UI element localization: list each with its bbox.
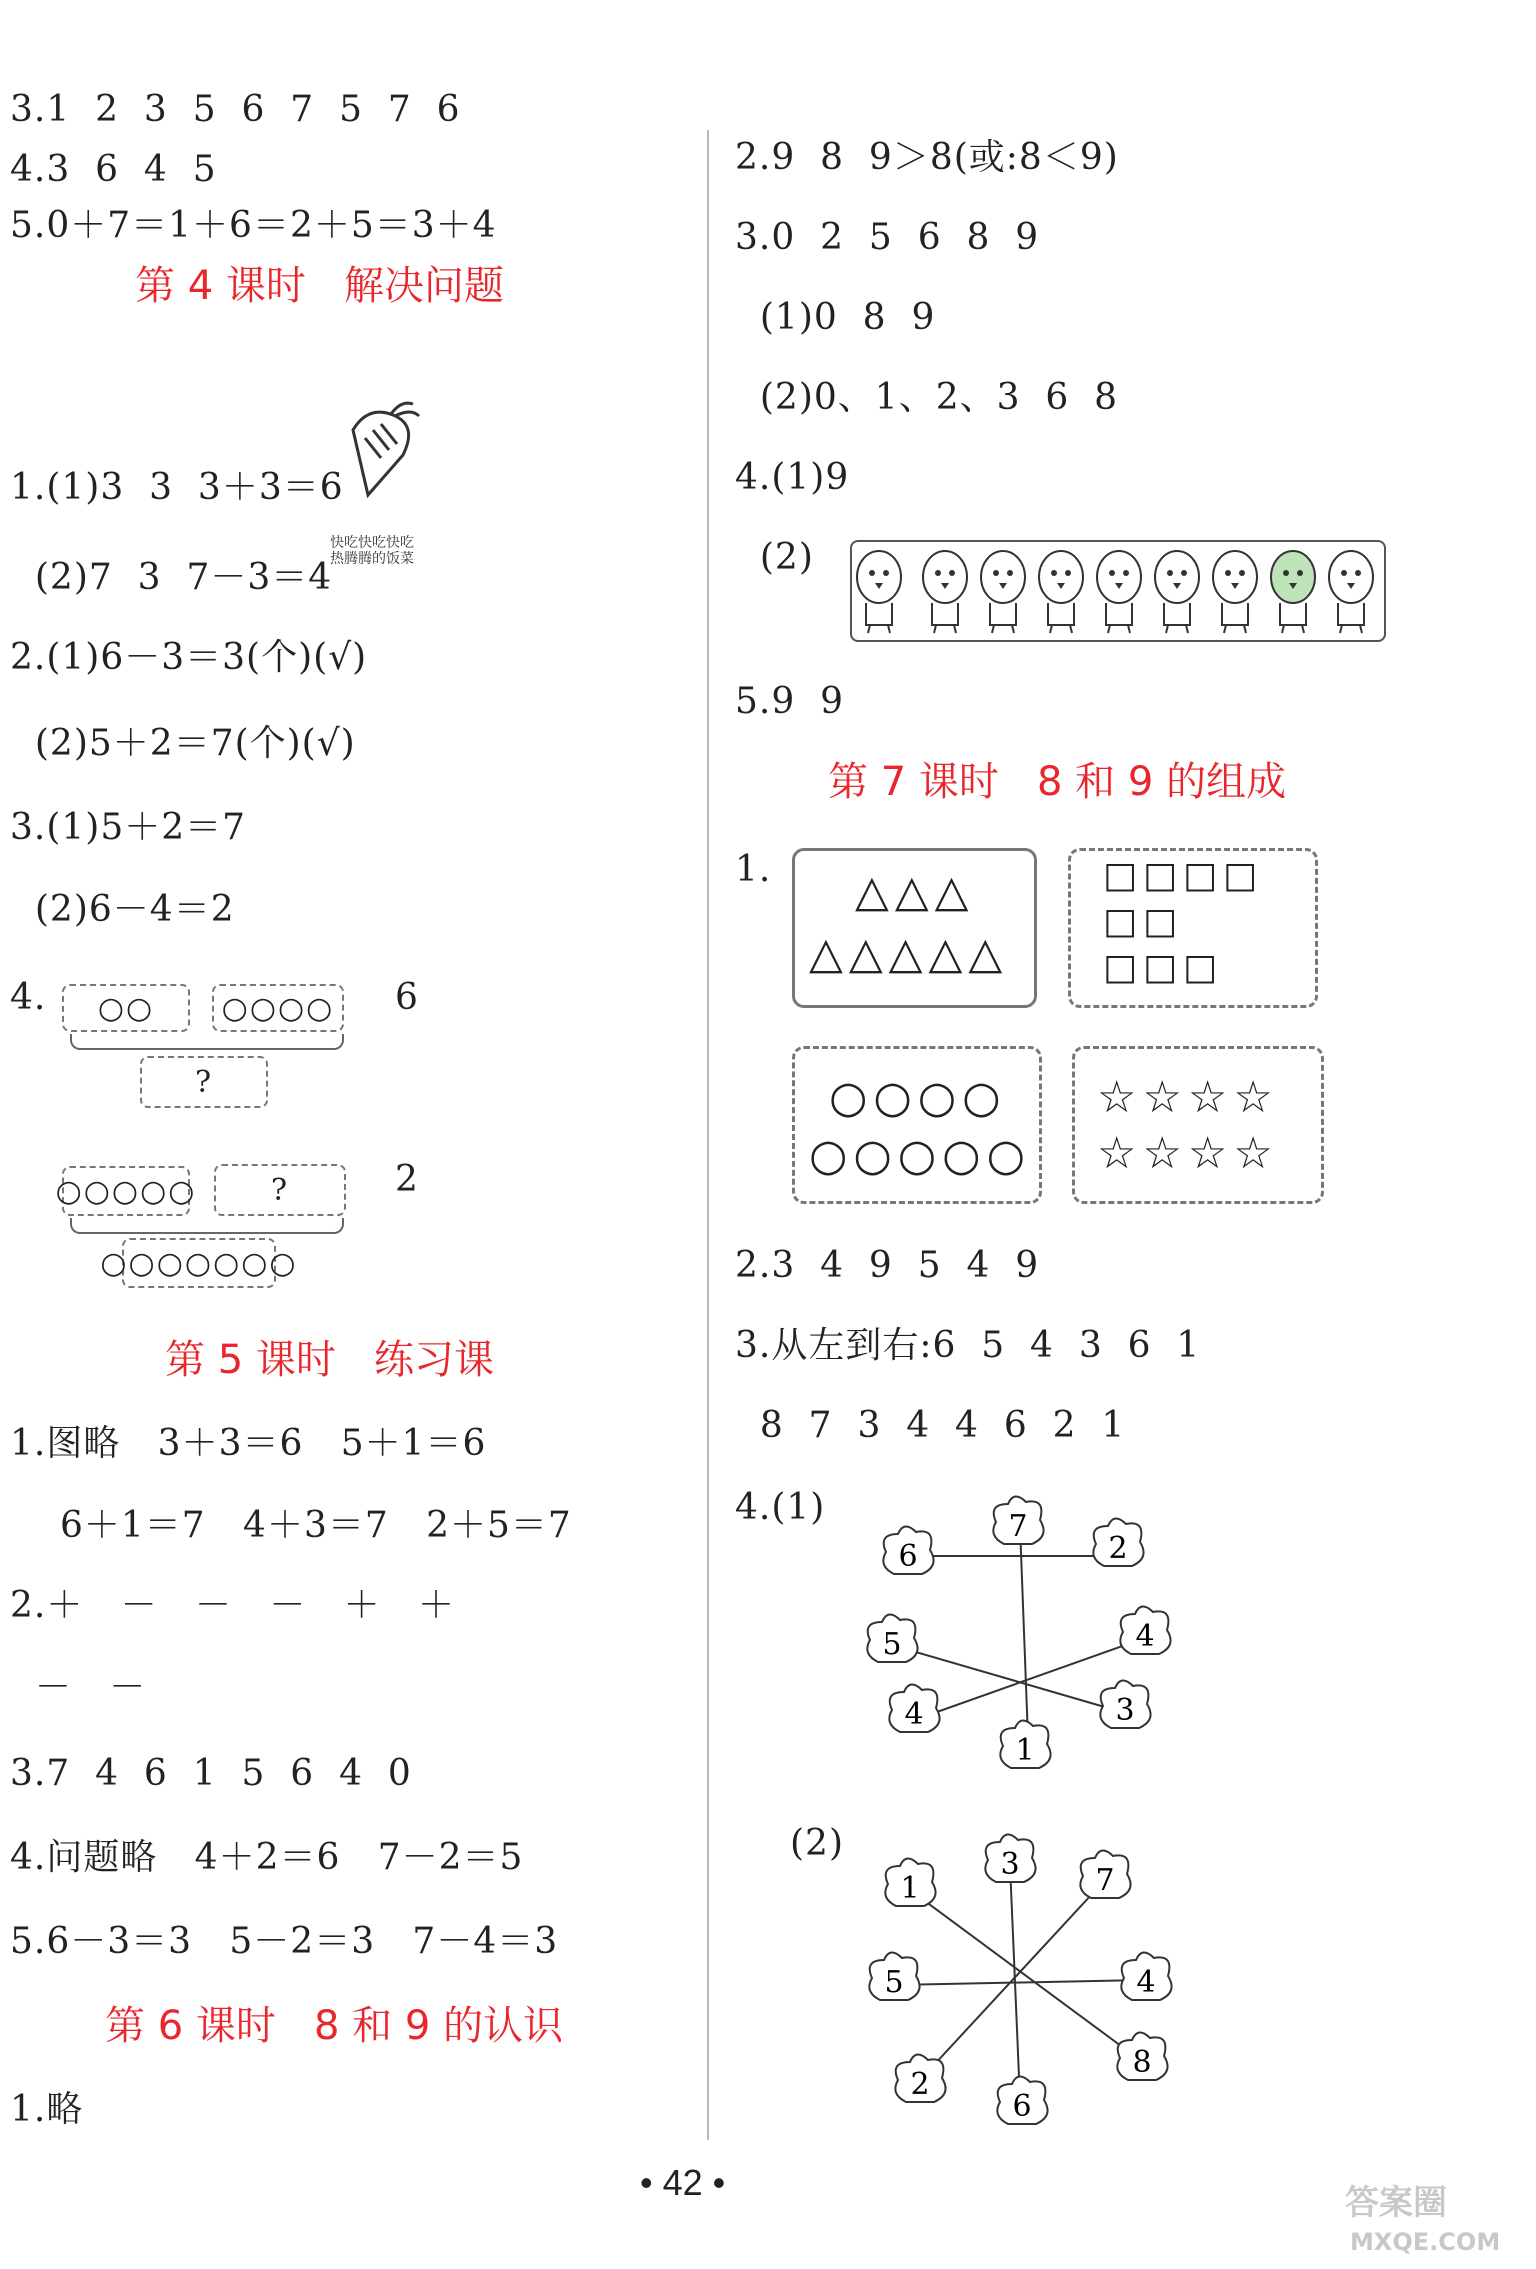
left-line-1: 3.1 2 3 5 6 7 5 7 6 xyxy=(10,89,461,130)
square-row-1: □□□□ xyxy=(1103,855,1264,896)
q1-label: 1. xyxy=(735,849,772,890)
flower-number: 1 xyxy=(900,1871,920,1906)
l4-item-3: 2.(1)6－3＝3(个)(√) xyxy=(10,637,368,678)
flower-number: 1 xyxy=(1015,1733,1035,1768)
q4a-left-box: ○○ xyxy=(62,984,190,1032)
l7-item-2: 2.3 4 9 5 4 9 xyxy=(735,1245,1040,1286)
l4-item-1: 1.(1)3 3 3＋3＝6 xyxy=(10,467,344,508)
l7-item-4: 4.(1) xyxy=(735,1487,826,1528)
flower-number: 4 xyxy=(904,1697,924,1732)
watermark-url: MXQE.COM xyxy=(1350,2228,1501,2256)
q4b-answer: 2 xyxy=(395,1159,419,1200)
flower-5 xyxy=(869,1952,919,2000)
l6-item-1: 1.略 xyxy=(10,2089,84,2130)
flower-number: 5 xyxy=(884,1965,904,2000)
l4-item-6: (2)6－4＝2 xyxy=(10,889,235,930)
chick-frame xyxy=(850,540,1386,642)
q4b-left-box: ○○○○○ xyxy=(62,1166,190,1216)
flower-3 xyxy=(985,1834,1035,1882)
circle-row-1: ○○○○ xyxy=(829,1072,1007,1123)
flower-4 xyxy=(1121,1952,1171,2000)
flower-7 xyxy=(993,1496,1043,1544)
triangle-row-2: △△△△△ xyxy=(809,928,1009,979)
flower-number: 2 xyxy=(1108,1531,1128,1566)
flower-number: 7 xyxy=(1008,1509,1028,1544)
part2-label: (2) xyxy=(790,1823,844,1864)
lesson5-heading: 第 5 课时 练习课 xyxy=(165,1337,495,1383)
l5-item-4: － － xyxy=(10,1667,147,1708)
flower-2 xyxy=(1093,1518,1143,1566)
flower-number: 4 xyxy=(1136,1965,1156,2000)
circle-box xyxy=(792,1046,1042,1204)
l5-item-5: 3.7 4 6 1 5 6 4 0 xyxy=(10,1753,412,1794)
q4a-right-box: ○○○○ xyxy=(212,984,344,1032)
right-line-4: (2)0、1、2、3 6 8 xyxy=(735,377,1119,418)
flower-number: 3 xyxy=(1115,1693,1135,1728)
flower-7 xyxy=(1080,1850,1130,1898)
flower-1 xyxy=(1000,1720,1050,1768)
lesson6-heading: 第 6 课时 8 和 9 的认识 xyxy=(105,2003,564,2049)
l4-item-7: 4. xyxy=(10,977,47,1018)
flower-6 xyxy=(883,1526,933,1574)
l7-item-3b: 8 7 3 4 4 6 2 1 xyxy=(735,1405,1126,1446)
flower-4 xyxy=(1120,1606,1170,1654)
square-box xyxy=(1068,848,1318,1008)
lesson4-heading: 第 4 课时 解决问题 xyxy=(135,263,505,309)
column-divider xyxy=(707,130,709,2140)
right-line-3: (1)0 8 9 xyxy=(735,297,936,338)
l4-item-4: (2)5＋2＝7(个)(√) xyxy=(10,723,356,764)
l4-item-5: 3.(1)5＋2＝7 xyxy=(10,807,247,848)
q4a-bottom-box: ? xyxy=(140,1056,268,1108)
l5-item-2: 6＋1＝7 4＋3＝7 2＋5＝7 xyxy=(60,1505,572,1546)
flower-2 xyxy=(895,2054,945,2102)
star-box xyxy=(1072,1046,1324,1204)
flower-number: 8 xyxy=(1132,2045,1152,2080)
page-number: • 42 • xyxy=(640,2162,726,2203)
square-row-2: □□ xyxy=(1103,901,1184,942)
flower-number: 4 xyxy=(1135,1619,1155,1654)
q4a-answer: 6 xyxy=(395,977,419,1018)
left-line-2: 4.3 6 4 5 xyxy=(10,149,217,190)
square-row-3: □□□ xyxy=(1103,947,1224,988)
lesson7-heading: 第 7 课时 8 和 9 的组成 xyxy=(828,759,1287,805)
flower-number: 7 xyxy=(1095,1863,1115,1898)
flower-diagram-1 xyxy=(850,1488,1200,1788)
q4b-bottom-box: ○○○○○○○ xyxy=(122,1238,276,1288)
l4-item-2: (2)7 3 7－3＝4 xyxy=(10,557,333,598)
l5-item-3: 2.＋ － － － ＋ ＋ xyxy=(10,1585,455,1626)
left-line-3: 5.0＋7＝1＋6＝2＋5＝3＋4 xyxy=(10,205,497,246)
right-line-2: 3.0 2 5 6 8 9 xyxy=(735,217,1040,258)
right-line-6: (2) xyxy=(735,537,814,578)
triangle-row-1: △△△ xyxy=(855,866,975,917)
flower-6 xyxy=(997,2076,1047,2124)
flower-5 xyxy=(867,1614,917,1662)
flower-4 xyxy=(889,1684,939,1732)
circle-row-2: ○○○○○ xyxy=(809,1130,1031,1181)
flower-1 xyxy=(885,1858,935,1906)
flower-number: 6 xyxy=(898,1539,918,1574)
carrot-note: 快吃快吃快吃 热腾腾的饭菜 xyxy=(330,535,414,567)
flower-diagram-2 xyxy=(850,1830,1200,2130)
l5-item-7: 5.6－3＝3 5－2＝3 7－4＝3 xyxy=(10,1921,559,1962)
right-line-5: 4.(1)9 xyxy=(735,457,850,498)
flower-3 xyxy=(1100,1680,1150,1728)
star-row-2: ☆☆☆☆ xyxy=(1097,1128,1279,1179)
flower-number: 6 xyxy=(1012,2089,1032,2124)
q4b-right-box: ? xyxy=(214,1164,346,1216)
flower-8 xyxy=(1117,2032,1167,2080)
carrot-icon xyxy=(323,400,443,530)
flower-number: 2 xyxy=(910,2067,930,2102)
q4b-brace xyxy=(70,1218,344,1234)
watermark: 答案圈 xyxy=(1345,2183,1447,2223)
star-row-1: ☆☆☆☆ xyxy=(1097,1072,1279,1123)
l7-item-3: 3.从左到右:6 5 4 3 6 1 xyxy=(735,1325,1201,1366)
triangle-box xyxy=(792,848,1037,1008)
right-line-7: 5.9 9 xyxy=(735,681,845,722)
l5-item-1: 1.图略 3＋3＝6 5＋1＝6 xyxy=(10,1423,487,1464)
q4a-brace xyxy=(70,1034,344,1050)
flower-number: 5 xyxy=(882,1627,902,1662)
flower-number: 3 xyxy=(1000,1847,1020,1882)
l5-item-6: 4.问题略 4＋2＝6 7－2＝5 xyxy=(10,1837,524,1878)
right-line-1: 2.9 8 9＞8(或:8＜9) xyxy=(735,137,1119,178)
